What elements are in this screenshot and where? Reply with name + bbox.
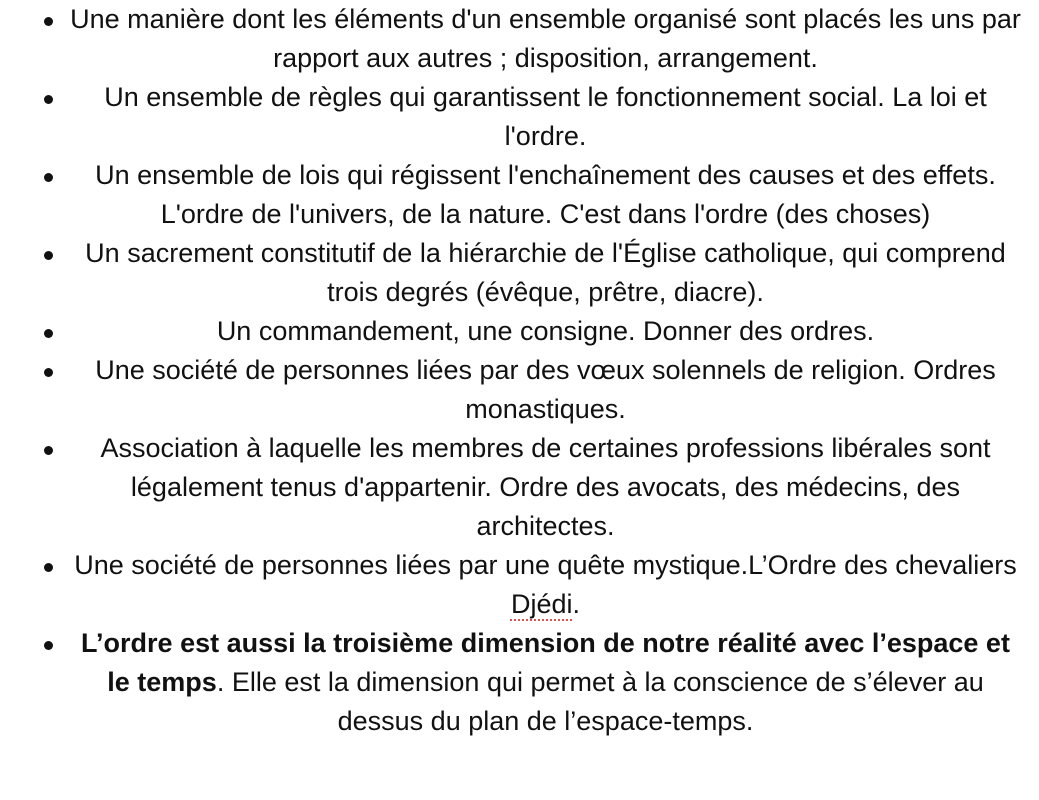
definition-text: Un ensemble de règles qui garantissent le fonctionnement social. La loi et l'ordre.: [104, 82, 987, 151]
list-item: [0, 0, 1039, 78]
bullet-icon: [44, 95, 53, 104]
definition-text: [70, 546, 1021, 624]
bullet-icon: [44, 17, 53, 26]
definition-text: Un sacrement constitutif de la hiérarchie de l'Église catholique, qui comprend trois degrés (évêque, prêtre, diacre).: [85, 238, 1006, 307]
list-item: [0, 351, 1039, 429]
definition-text: Un commandement, une consigne. Donner des ordres.: [216, 316, 875, 346]
list-item: [0, 624, 1039, 741]
definition-text-part: Une société de personnes liées par une quête mystique.L’Ordre des chevaliers: [74, 550, 1017, 580]
definition-text: Une manière dont les éléments d'un ensemble organisé sont placés les uns par rapport aux autres ; disposition, arrangement.: [70, 4, 1021, 73]
bullet-icon: [44, 563, 53, 572]
bullet-icon: [44, 641, 53, 650]
definition-text: [70, 624, 1021, 741]
list-item: [0, 429, 1039, 546]
list-item: [0, 312, 1039, 351]
definition-text-part: . Elle est la dimension qui permet à la conscience de s’élever au dessus du plan de l’espace-temps.: [216, 667, 984, 736]
definition-text-part: .: [572, 589, 581, 619]
list-item: [0, 78, 1039, 156]
bullet-icon: [44, 329, 53, 338]
list-item: [0, 546, 1039, 624]
definition-text: Une société de personnes liées par des vœux solennels de religion. Ordres monastiques.: [95, 355, 996, 424]
definition-text: Association à laquelle les membres de certaines professions libérales sont légalement tenus d'appartenir. Ordre des avocats, des médecins, des architectes.: [100, 433, 991, 541]
bullet-icon: [44, 368, 53, 377]
bullet-icon: [44, 251, 53, 260]
list-item: [0, 156, 1039, 234]
bold-statement: L’ordre est aussi la troisième dimension de notre réalité avec l’espace et le temps: [81, 628, 1010, 697]
list-item: [0, 234, 1039, 312]
bullet-icon: [44, 446, 53, 455]
definition-text: Un ensemble de lois qui régissent l'enchaînement des causes et des effets. L'ordre de l'univers, de la nature. C'est dans l'ordre (des choses): [95, 160, 996, 229]
spellcheck-flagged-word[interactable]: Djédi: [510, 589, 573, 619]
bullet-icon: [44, 173, 53, 182]
